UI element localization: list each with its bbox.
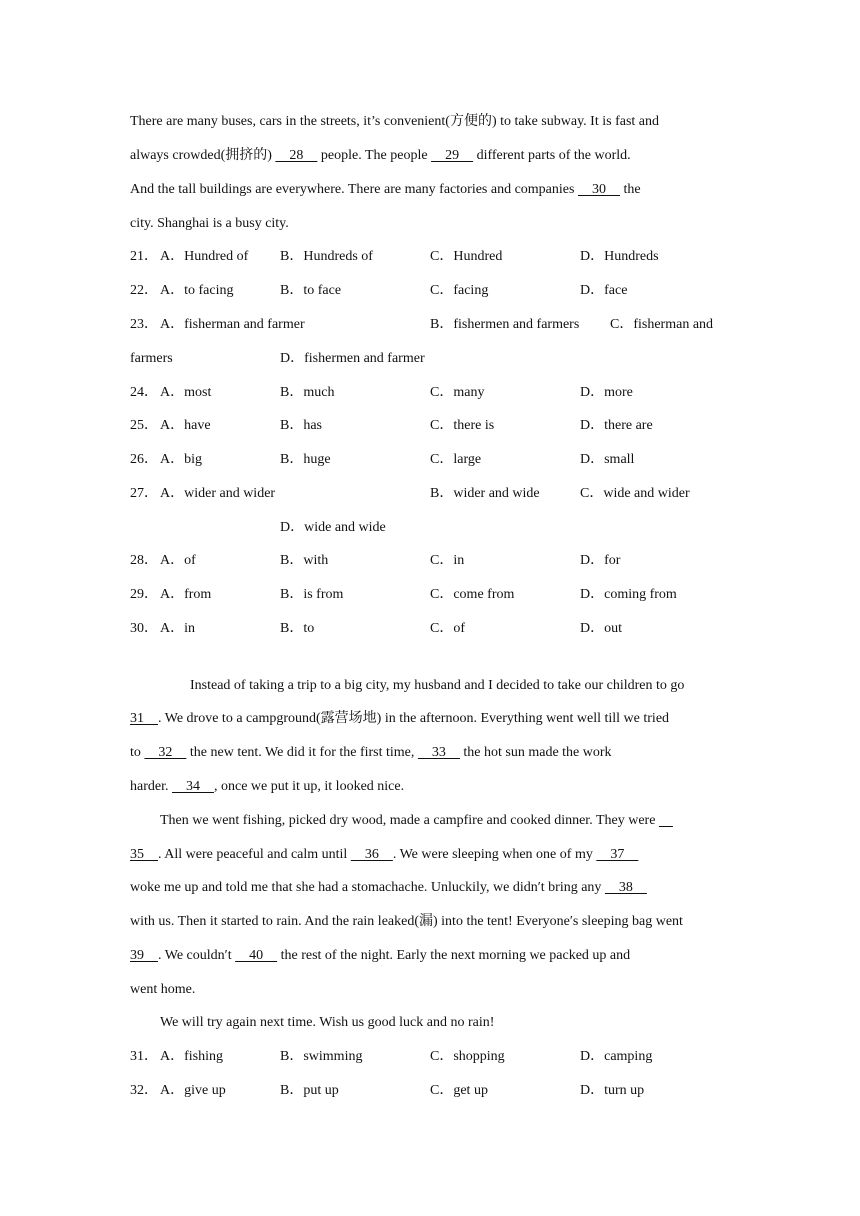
option-c: C．get up [430,1083,488,1098]
passage-text: . We drove to a campground(露营场地) in the afternoon. Everything went well till we tried [158,711,670,726]
passage-text: . We couldn′t [158,948,236,963]
option-d: D．camping [580,1049,653,1064]
blank-30: 30 [577,182,620,197]
blank-36: 36 [350,847,393,862]
question-21 [0,247,860,267]
option-c: C．wide and wider [580,486,690,501]
passage-line [130,146,631,166]
question-26 [0,450,860,470]
question-27-continued [0,518,860,538]
blank-34: 34 [171,779,214,794]
option-c: C．there is [430,418,495,433]
option-b: B．is from [280,587,344,602]
option-d: D．out [580,621,622,636]
question-number: 26． [130,452,158,467]
option-d: D．fishermen and farmer [280,351,425,366]
option-d: D．for [580,553,621,568]
option-c: C．come from [430,587,515,602]
passage-line [160,811,673,831]
option-d: D．coming from [580,587,677,602]
passage-text: harder. [130,779,172,794]
option-d: D．there are [580,418,653,433]
passage-line [130,709,669,729]
question-30 [0,619,860,639]
passage-line [130,743,612,763]
passage-text: always crowded(拥挤的) [130,148,276,163]
passage-line: Instead of taking a trip to a big city, my husband and I decided to take our children to go [190,678,685,693]
blank-35: 35 [130,847,158,862]
question-number: 32． [130,1083,158,1098]
option-b: B．Hundreds of [280,249,373,264]
option-b: B．has [280,418,322,433]
option-c: C．fisherman and [610,317,714,332]
option-b: B．fishermen and farmers [430,317,580,332]
option-d: D．turn up [580,1083,645,1098]
passage-line [130,946,630,966]
blank-29: 29 [431,148,474,163]
option-b: B．much [280,385,335,400]
option-a: A．to facing [160,283,234,298]
option-a: A．Hundred of [160,249,249,264]
option-b: B．to face [280,283,342,298]
blank-38: 38 [604,880,647,895]
question-27 [0,484,860,504]
passage-line: city. Shanghai is a busy city. [130,216,289,231]
option-a: A．big [160,452,202,467]
passage-text: people. The people [317,148,432,163]
blank-31: 31 [130,711,158,726]
question-25 [0,416,860,436]
question-number: 24． [130,385,158,400]
option-d: D．face [580,283,628,298]
option-c: C．in [430,553,465,568]
question-23-continued [0,349,860,369]
option-a: A．of [160,553,196,568]
passage-text: to [130,745,145,760]
passage-line [130,180,641,200]
option-b: B．swimming [280,1049,363,1064]
question-23 [0,315,860,335]
question-number: 31． [130,1049,158,1064]
option-c: C．facing [430,283,489,298]
question-32 [0,1081,860,1101]
option-c: C．of [430,621,465,636]
question-number: 27． [130,486,158,501]
passage-text: woke me up and told me that she had a stomachache. Unluckily, we didn′t bring any [130,880,605,895]
passage-text: the hot sun made the work [459,745,612,760]
option-a: A．wider and wider [160,486,276,501]
passage-text: the [619,182,641,197]
question-number: 22． [130,283,158,298]
option-a: A．have [160,418,211,433]
option-d: D．more [580,385,633,400]
option-c-continued: farmers [130,351,173,366]
question-22 [0,281,860,301]
passage-text: , once we put it up, it looked nice. [213,779,405,794]
option-b: B．with [280,553,329,568]
blank-33: 33 [417,745,460,760]
option-a: A．fisherman and farmer [160,317,305,332]
option-b: B．wider and wide [430,486,540,501]
passage-text: . All were peaceful and calm until [158,847,351,862]
passage-text: different parts of the world. [473,148,631,163]
question-number: 28． [130,553,158,568]
question-number: 29． [130,587,158,602]
passage-line: went home. [130,982,196,997]
passage-text: And the tall buildings are everywhere. There are many factories and companies [130,182,578,197]
question-29 [0,585,860,605]
option-c: C．many [430,385,485,400]
option-a: A．in [160,621,195,636]
option-a: A．from [160,587,212,602]
option-c: C．Hundred [430,249,503,264]
question-number: 23． [130,317,158,332]
passage-text: the rest of the night. Early the next morning we packed up and [277,948,631,963]
blank-40: 40 [235,948,278,963]
question-number: 21． [130,249,158,264]
question-28 [0,551,860,571]
option-b: B．put up [280,1083,339,1098]
passage-line: There are many buses, cars in the streets, it’s convenient(方便的) to take subway. It is fast and [130,114,659,129]
passage-line [130,845,638,865]
option-d: D．Hundreds [580,249,659,264]
blank-28: 28 [275,148,318,163]
option-d: D．small [580,452,635,467]
option-d: D．wide and wide [280,520,386,535]
option-a: A．give up [160,1083,226,1098]
blank-32: 32 [144,745,187,760]
blank-37: 37 [596,847,639,862]
question-31 [0,1047,860,1067]
passage-text: Then we went fishing, picked dry wood, made a campfire and cooked dinner. They were [160,813,659,828]
option-c: C．large [430,452,482,467]
option-c: C．shopping [430,1049,505,1064]
passage-line [130,878,647,898]
passage-line [130,777,404,797]
option-b: B．to [280,621,315,636]
option-b: B．huge [280,452,331,467]
blank-39: 39 [130,948,158,963]
passage-text: the new tent. We did it for the first time, [186,745,418,760]
question-number: 30． [130,621,158,636]
passage-text: . We were sleeping when one of my [392,847,597,862]
question-number: 25． [130,418,158,433]
blank-35-start [659,813,673,828]
option-a: A．most [160,385,212,400]
passage-line: with us. Then it started to rain. And the rain leaked(漏) into the tent! Everyone′s sleeping bag went [130,914,683,929]
option-a: A．fishing [160,1049,223,1064]
question-24 [0,383,860,403]
passage-line: We will try again next time. Wish us good luck and no rain! [160,1015,495,1030]
